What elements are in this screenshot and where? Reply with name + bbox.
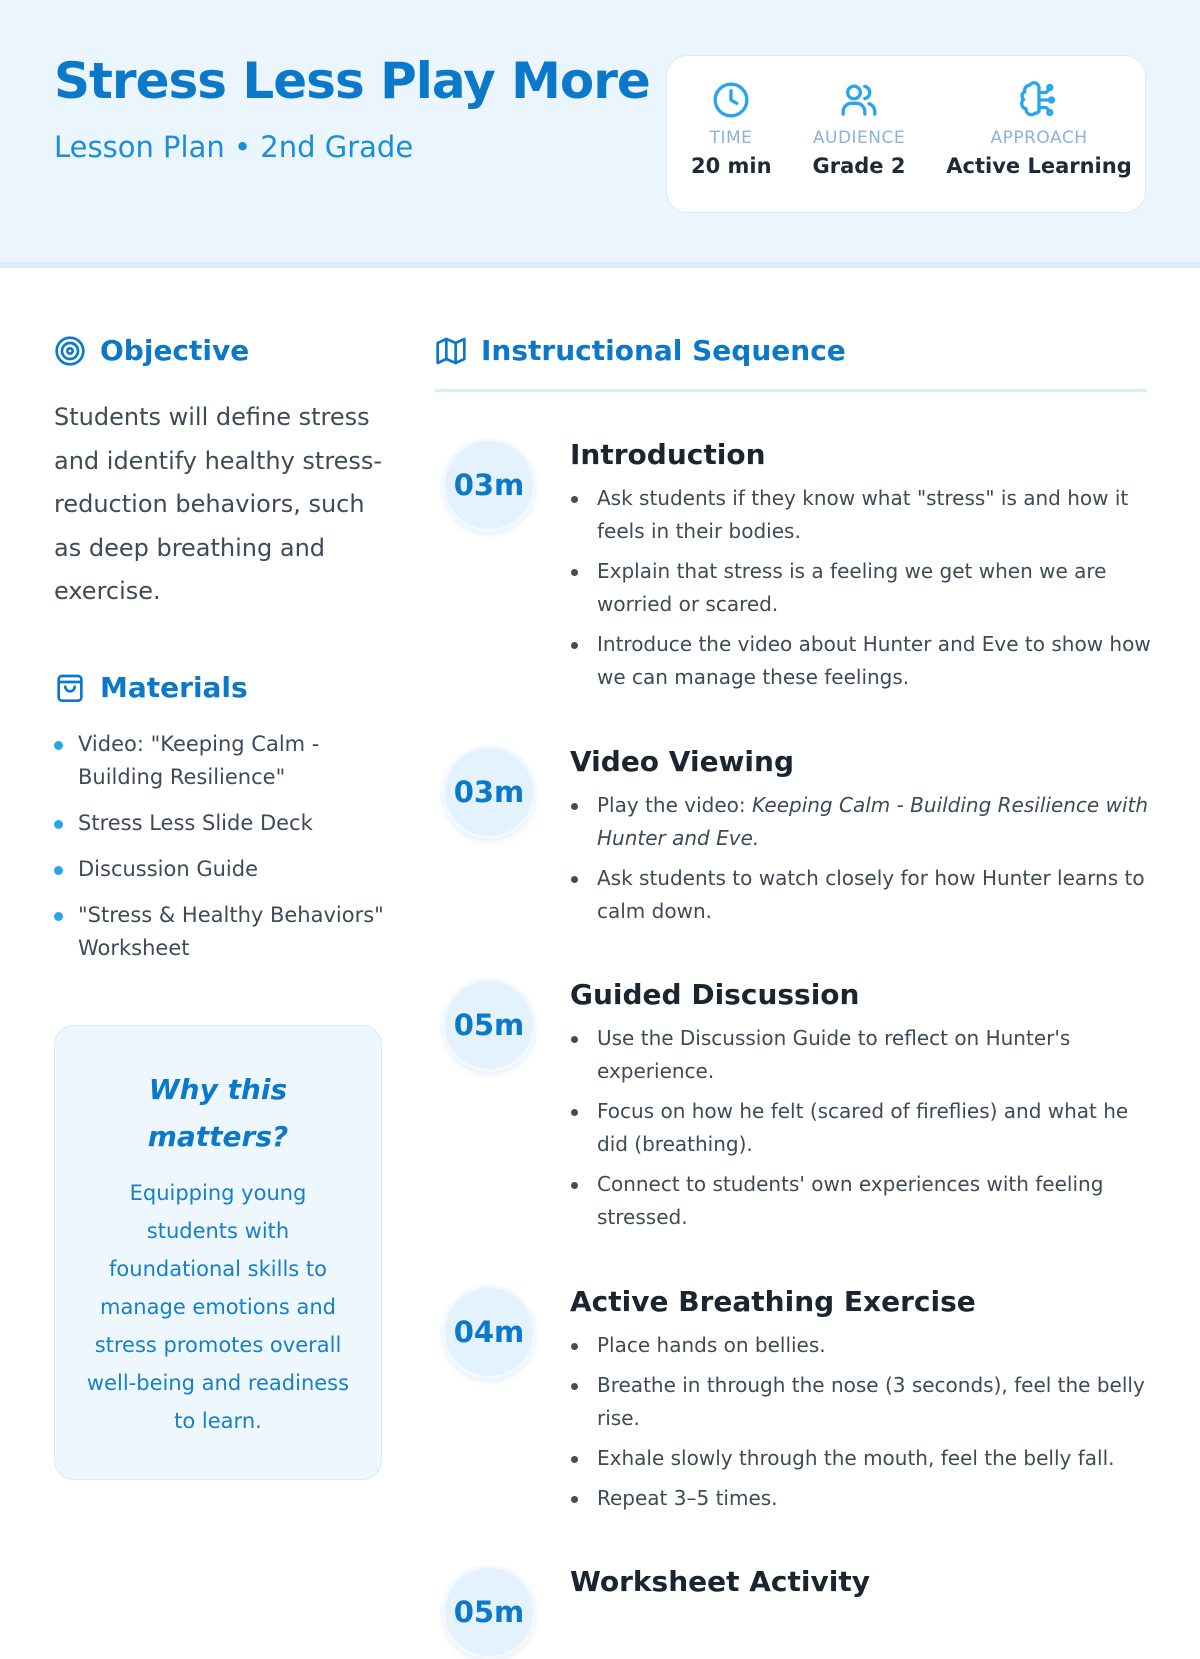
list-item: Stress Less Slide Deck [54, 807, 394, 840]
list-item: Place hands on bellies. [570, 1329, 1152, 1362]
lesson-meta-card [666, 55, 1146, 213]
step-list [570, 1022, 1152, 1241]
step-active-breathing [442, 1285, 1152, 1525]
step-list [570, 1329, 1152, 1522]
step-title: Active Breathing Exercise [570, 1285, 976, 1318]
list-item: Repeat 3–5 times. [570, 1482, 1152, 1515]
list-item: Exhale slowly through the mouth, feel the belly fall. [570, 1442, 1152, 1475]
step-duration-badge: 05m [442, 978, 536, 1072]
list-item: Introduce the video about Hunter and Eve to show how we can manage these feelings. [570, 628, 1152, 694]
meta-audience-value: Grade 2 [812, 154, 906, 178]
step-list [570, 789, 1152, 935]
video-title: Keeping Calm - Building Resilience with Hunter and Eve. [597, 793, 1149, 850]
why-title: Why this matters? [147, 1073, 289, 1153]
shopping-bag-icon [54, 672, 86, 704]
sequence-heading [435, 334, 846, 367]
step-duration-badge: 05m [442, 1565, 536, 1659]
list-item: Ask students if they know what "stress" is and how it feels in their bodies. [570, 482, 1152, 548]
objective-heading [54, 334, 249, 367]
step-worksheet-activity [442, 1565, 1152, 1629]
materials-list [54, 728, 394, 978]
objective-heading-label: Objective [100, 334, 250, 367]
meta-time-label: TIME [709, 128, 753, 148]
meta-time [691, 80, 771, 178]
step-duration-badge: 04m [442, 1285, 536, 1379]
why-this-matters-callout [54, 1025, 382, 1480]
list-item: Focus on how he felt (scared of fireflies) and what he did (breathing). [570, 1095, 1152, 1161]
step-video-viewing [442, 745, 1152, 945]
step-guided-discussion [442, 978, 1152, 1238]
map-icon [435, 335, 467, 367]
materials-heading-label: Materials [100, 671, 248, 704]
page-subtitle: Lesson Plan • 2nd Grade [54, 130, 414, 164]
page-title: Stress Less Play More [54, 52, 650, 110]
step-list [570, 482, 1152, 701]
list-item-text: Play the video: [597, 793, 752, 817]
why-text: Equipping young students with foundational skills to manage emotions and stress promotes overall well-being and readiness to learn. [86, 1181, 350, 1433]
users-icon [839, 80, 879, 120]
target-icon [54, 335, 86, 367]
materials-heading [54, 671, 248, 704]
step-duration-badge: 03m [442, 745, 536, 839]
list-item: Ask students to watch closely for how Hunter learns to calm down. [570, 862, 1152, 928]
divider [435, 389, 1147, 392]
list-item: Breathe in through the nose (3 seconds), feel the belly rise. [570, 1369, 1152, 1435]
list-item: Explain that stress is a feeling we get when we are worried or scared. [570, 555, 1152, 621]
list-item: Use the Discussion Guide to reflect on Hunter's experience. [570, 1022, 1152, 1088]
list-item: Connect to students' own experiences with feeling stressed. [570, 1168, 1152, 1234]
meta-audience [797, 80, 921, 178]
header [0, 0, 1200, 268]
step-introduction [442, 438, 1152, 698]
meta-time-value: 20 min [691, 154, 772, 178]
brain-icon [1019, 80, 1059, 120]
step-title: Worksheet Activity [570, 1565, 871, 1598]
meta-audience-label: AUDIENCE [812, 128, 906, 148]
meta-approach [939, 80, 1139, 178]
meta-approach-value: Active Learning [946, 154, 1132, 178]
list-item [570, 789, 1152, 855]
meta-approach-label: APPROACH [990, 128, 1088, 148]
sequence-heading-label: Instructional Sequence [481, 334, 846, 367]
step-title: Guided Discussion [570, 978, 860, 1011]
clock-icon [711, 80, 751, 120]
list-item: "Stress & Healthy Behaviors" Worksheet [54, 899, 394, 965]
objective-text: Students will define stress and identify healthy stress-reduction behaviors, such as deep breathing and exercise. [54, 403, 383, 605]
list-item: Discussion Guide [54, 853, 394, 886]
list-item: Video: "Keeping Calm - Building Resilience" [54, 728, 394, 794]
step-duration-badge: 03m [442, 438, 536, 532]
step-title: Introduction [570, 438, 766, 471]
step-title: Video Viewing [570, 745, 794, 778]
